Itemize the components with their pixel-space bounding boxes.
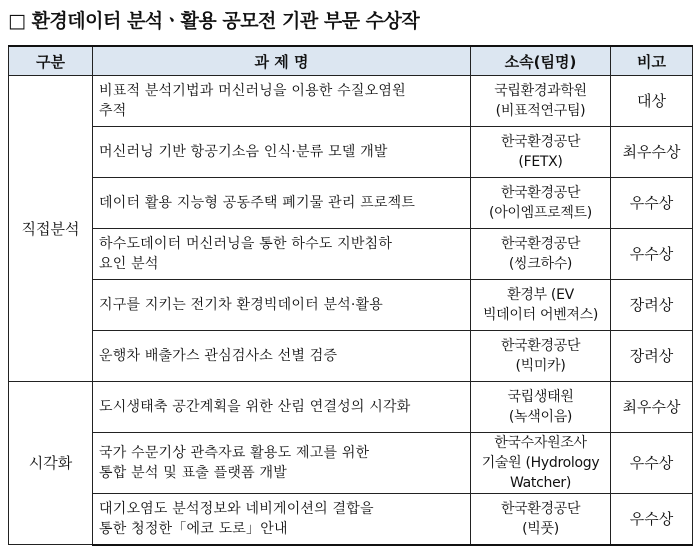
org-text: 국립환경과학원	[494, 83, 587, 99]
task-text: 데이터 활용 지능형 공동주택 폐기물 관리 프로젝트	[99, 195, 416, 211]
table-row	[9, 382, 693, 433]
header-row	[9, 46, 693, 76]
table-row	[9, 331, 693, 382]
table-row	[9, 178, 693, 229]
award-cell: 장려상	[611, 280, 693, 331]
task-text: 추적	[99, 103, 127, 119]
org-cell	[471, 127, 611, 178]
task-text: 비표적 분석기법과 머신러닝을 이용한 수질오염원	[99, 83, 406, 99]
award-cell: 우수상	[611, 494, 693, 545]
task-text: 대기오염도 분석정보와 네비게이션의 결합을	[99, 500, 374, 517]
task-text: 통한 청정한「에코 도로」안내	[99, 520, 288, 537]
table-row	[9, 494, 693, 545]
award-cell: 장려상	[611, 331, 693, 382]
task-text: 하수도데이터 머신러닝을 통한 하수도 지반침하	[99, 236, 393, 252]
category-cell: 직접분석	[9, 76, 93, 382]
task-text: 운행차 배출가스 관심검사소 선별 검증	[99, 348, 338, 364]
task-cell	[93, 494, 471, 545]
award-cell: 우수상	[611, 229, 693, 280]
header-org: 소속(팀명)	[471, 46, 611, 76]
table-row	[9, 280, 693, 331]
org-cell	[471, 331, 611, 382]
org-cell	[471, 229, 611, 280]
org-text: 기술원 (Hydrology	[481, 455, 600, 471]
award-cell: 우수상	[611, 178, 693, 229]
org-text: 한국환경공단	[500, 236, 581, 252]
org-cell	[471, 178, 611, 229]
task-text: 요인 분석	[99, 256, 159, 272]
org-text: Watcher)	[509, 475, 572, 491]
task-text: 지구를 지키는 전기차 환경빅데이터 분석·활용	[99, 297, 384, 313]
task-cell	[93, 382, 471, 433]
category-cell: 시각화	[9, 382, 93, 545]
org-text: 한국환경공단	[500, 185, 581, 201]
award-cell: 우수상	[611, 433, 693, 494]
document-title: □ 환경데이터 분석ㆍ활용 공모전 기관 부문 수상작	[8, 10, 420, 32]
awards-table	[8, 45, 693, 546]
org-cell	[471, 280, 611, 331]
award-cell: 최우수상	[611, 382, 693, 433]
task-cell	[93, 433, 471, 494]
header-category: 구분	[9, 46, 93, 76]
org-cell	[471, 433, 611, 494]
org-text: (씽크하수)	[508, 256, 573, 272]
table-row	[9, 127, 693, 178]
table-row	[9, 433, 693, 494]
task-cell	[93, 280, 471, 331]
task-text: 도시생태축 공간계획을 위한 산림 연결성의 시각화	[99, 399, 411, 415]
task-text: 통합 분석 및 표출 플랫폼 개발	[99, 465, 287, 481]
org-text: 환경부 (EV	[507, 287, 574, 303]
org-text: 한국환경공단	[500, 338, 581, 354]
task-cell	[93, 127, 471, 178]
task-text: 국가 수문기상 관측자료 활용도 제고를 위한	[99, 445, 370, 461]
org-cell	[471, 76, 611, 127]
org-cell	[471, 382, 611, 433]
org-text: (비표적연구팀)	[495, 103, 586, 119]
task-cell	[93, 229, 471, 280]
table-row	[9, 76, 693, 127]
awards-table-body	[9, 76, 693, 545]
award-cell: 대상	[611, 76, 693, 127]
header-task: 과 제 명	[93, 46, 471, 76]
task-cell	[93, 331, 471, 382]
org-cell	[471, 494, 611, 545]
award-cell: 최우수상	[611, 127, 693, 178]
header-note: 비고	[611, 46, 693, 76]
org-text: (아이엠프로젝트)	[489, 205, 592, 221]
org-text: 한국환경공단	[500, 134, 581, 150]
org-text: 한국수자원조사	[494, 435, 587, 451]
org-text: (FETX)	[518, 154, 563, 170]
org-text: 빅데이터 어벤져스)	[482, 307, 599, 323]
org-text: 한국환경공단	[500, 500, 581, 517]
org-text: (빅풋)	[522, 520, 559, 537]
table-row	[9, 229, 693, 280]
org-text: (녹색이음)	[508, 409, 573, 425]
org-text: 국립생태원	[507, 389, 574, 405]
org-text: (빅미카)	[515, 358, 566, 374]
task-text: 머신러닝 기반 항공기소음 인식·분류 모델 개발	[99, 144, 388, 160]
task-cell	[93, 178, 471, 229]
task-cell	[93, 76, 471, 127]
